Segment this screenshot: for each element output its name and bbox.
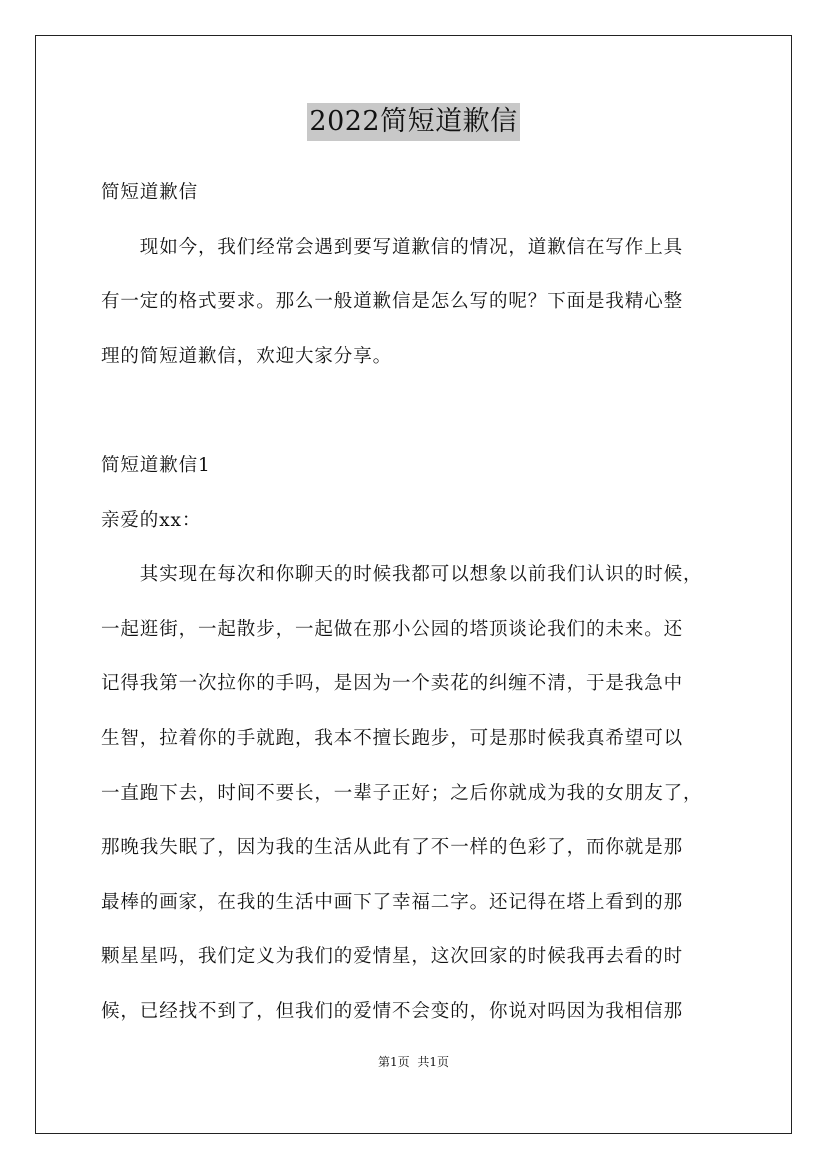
section-heading: 简短道歉信1: [101, 455, 211, 476]
paragraph-line: 候，已经找不到了，但我们的爱情不会变的，你说对吗因为我相信那: [101, 1001, 684, 1022]
page-footer: [0, 1054, 827, 1070]
paragraph-line: 一起逛街，一起散步，一起做在那小公园的塔顶谈论我们的未来。还: [101, 619, 684, 640]
paragraph-line: 一直跑下去，时间不要长，一辈子正好；之后你就成为我的女朋友了，: [101, 783, 703, 804]
paragraph-line: 记得我第一次拉你的手吗，是因为一个卖花的纠缠不清，于是我急中: [101, 673, 684, 694]
salutation: 亲爱的xx：: [101, 510, 202, 531]
title-container: [0, 103, 827, 141]
document-title: 2022简短道歉信: [307, 103, 519, 141]
page-number: 第1页: [378, 1055, 410, 1069]
paragraph-line: 理的简短道歉信，欢迎大家分享。: [101, 346, 393, 367]
paragraph-line: 生智，拉着你的手就跑，我本不擅长跑步，可是那时候我真希望可以: [101, 728, 684, 749]
paragraph-line: 有一定的格式要求。那么一般道歉信是怎么写的呢？下面是我精心整: [101, 291, 684, 312]
paragraph-line: 现如今，我们经常会遇到要写道歉信的情况，道歉信在写作上具: [101, 237, 684, 258]
paragraph-line: 颗星星吗，我们定义为我们的爱情星，这次回家的时候我再去看的时: [101, 946, 684, 967]
page-total: 共1页: [417, 1055, 449, 1069]
paragraph-line: 那晚我失眠了，因为我的生活从此有了不一样的色彩了，而你就是那: [101, 837, 684, 858]
paragraph-line: 其实现在每次和你聊天的时候我都可以想象以前我们认识的时候，: [101, 564, 703, 585]
paragraph-line: 最棒的画家，在我的生活中画下了幸福二字。还记得在塔上看到的那: [101, 892, 684, 913]
section-heading: 简短道歉信: [101, 182, 199, 203]
